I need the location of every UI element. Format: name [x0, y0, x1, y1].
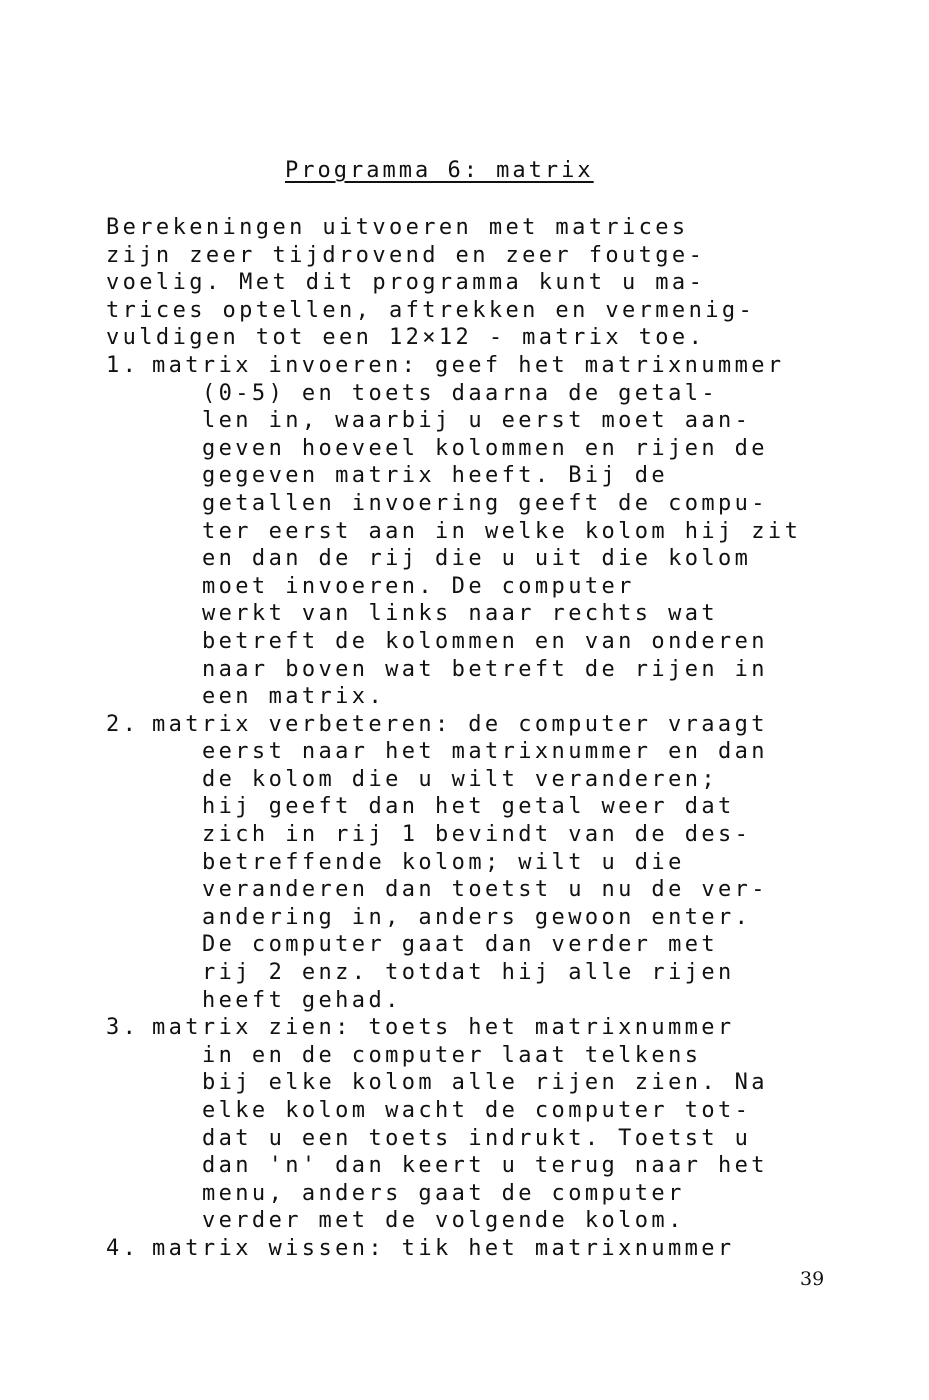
list-line: de kolom die u wilt veranderen;	[202, 766, 718, 792]
page-title: Programma 6: matrix	[285, 158, 594, 183]
list-item-1	[106, 352, 801, 711]
list-line: geven hoeveel kolommen en rijen de	[202, 435, 768, 461]
list-line: betreft de kolommen en van onderen	[202, 628, 768, 654]
list-line: heeft gehad.	[202, 987, 402, 1013]
list-line: en dan de rij die u uit die kolom	[202, 546, 752, 572]
body-text	[106, 214, 801, 1263]
list-line: De computer gaat dan verder met	[202, 932, 718, 958]
list-line: matrix verbeteren: de computer vraagt	[152, 711, 768, 737]
list-line: bij elke kolom alle rijen zien. Na	[202, 1070, 768, 1096]
intro-line: Berekeningen uitvoeren met matrices	[106, 215, 689, 240]
list-item-2	[106, 711, 801, 1015]
list-line: naar boven wat betreft de rijen in	[202, 656, 768, 682]
list-number: 4.	[106, 1235, 140, 1261]
list-line: andering in, anders gewoon enter.	[202, 904, 752, 930]
list-line: matrix invoeren: geef het matrixnummer	[152, 352, 785, 378]
list-line: elke kolom wacht de computer tot-	[202, 1098, 752, 1123]
intro-line: vuldigen tot een 12×12 - matrix toe.	[106, 325, 706, 351]
list-line: rij 2 enz. totdat hij alle rijen	[202, 960, 735, 986]
list-line: een matrix.	[202, 684, 386, 710]
page-number: 39	[800, 1268, 825, 1290]
list-line: gegeven matrix heeft. Bij de	[202, 463, 669, 489]
list-line: menu, anders gaat de computer	[202, 1180, 685, 1206]
list-number: 3.	[106, 1015, 140, 1041]
list-line: moet invoeren. De computer	[202, 573, 635, 599]
list-line: zich in rij 1 bevindt van de des-	[202, 822, 752, 848]
list-number: 2.	[106, 711, 140, 737]
list-line: werkt van links naar rechts wat	[202, 601, 718, 627]
list-item-3	[106, 1014, 801, 1235]
list-line: in en de computer laat telkens	[202, 1042, 702, 1068]
list-line: eerst naar het matrixnummer en dan	[202, 739, 768, 765]
list-line: getallen invoering geeft de compu-	[202, 490, 768, 516]
list-line: matrix wissen: tik het matrixnummer	[152, 1235, 735, 1261]
list-line: betreffende kolom; wilt u die	[202, 849, 685, 875]
list-line: verder met de volgende kolom.	[202, 1208, 685, 1234]
list-number: 1.	[106, 352, 140, 378]
list-line: len in, waarbij u eerst moet aan-	[202, 408, 752, 434]
list-line: veranderen dan toetst u nu de ver-	[202, 877, 768, 903]
list-item-4	[106, 1235, 801, 1263]
list-line: dan 'n' dan keert u terug naar het	[202, 1153, 768, 1179]
list-line: (0-5) en toets daarna de getal-	[202, 380, 718, 406]
list-line: dat u een toets indrukt. Toetst u	[202, 1125, 752, 1151]
list-line: matrix zien: toets het matrixnummer	[152, 1015, 735, 1041]
intro-line: voelig. Met dit programma kunt u ma-	[106, 270, 706, 296]
list-line: hij geeft dan het getal weer dat	[202, 794, 735, 820]
intro-line: trices optellen, aftrekken en vermenig-	[106, 297, 756, 323]
intro-line: zijn zeer tijdrovend en zeer foutge-	[106, 242, 706, 268]
list-line: ter eerst aan in welke kolom hij zit	[202, 518, 802, 544]
